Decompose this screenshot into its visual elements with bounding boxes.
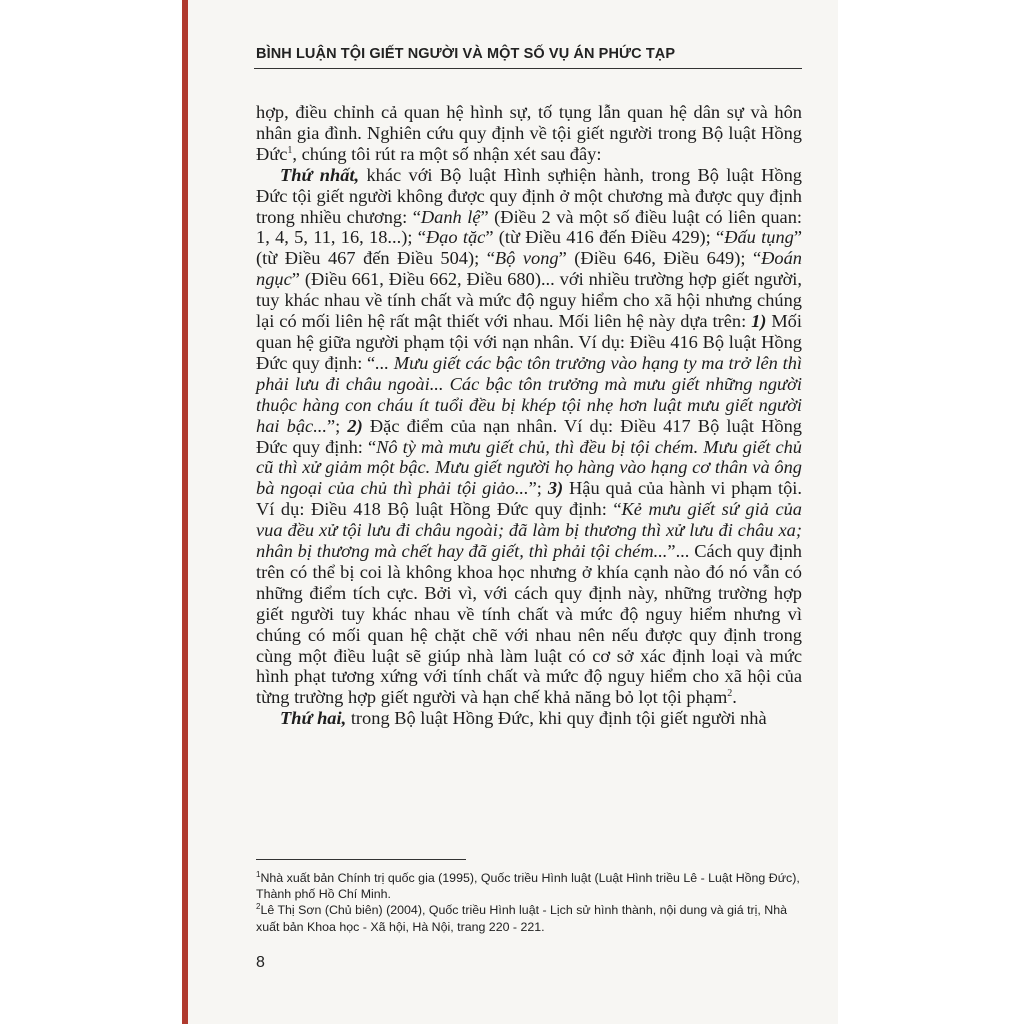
page-number: 8 (256, 954, 265, 971)
paragraph-3 (256, 708, 802, 729)
text-run: ”... Cách quy định trên có thể bị coi là không khoa học nhưng ở khía cạnh nào đó nó vẫn có những điểm tích cực. Bởi vì, với cách quy định này, những trường hợp giết người tuy khác nhau về tính chất và mức độ nguy hiểm nhưng vì chúng có mối quan hệ chặt chẽ với nhau nên nếu được quy định trong cùng một điều luật sẽ giúp nhà làm luật có cơ sở xác định loại và mức hình phạt tương xứng với tính chất và mức độ nguy hiểm cho xã hội của từng trường hợp giết người và hạn chế khả năng bỏ lọt tội phạm (256, 541, 803, 708)
footnote-text: Nhà xuất bản Chính trị quốc gia (1995), Quốc triều Hình luật (Luật Hình triều Lê - Luật Hồng Đức), Thành phố Hồ Chí Minh. (256, 871, 800, 902)
footnote-1 (256, 870, 802, 902)
footnote-2 (256, 902, 802, 934)
text-run: Mối quan hệ giữa người phạm tội với nạn nhân. Ví dụ: Điều 416 Bộ luật Hồng Đức quy định: “ (256, 311, 802, 373)
list-marker: 3) (547, 478, 564, 499)
quotation: Nô tỳ mà mưu giết chủ, thì đều bị tội chém. Mưu giết chủ cũ thì xử giảm một bậc. Mưu giết người họ hàng vào hạng cơ thân và ông bà ngoại của chủ thì phải tội giảo... (256, 436, 802, 499)
text-run: khác với Bộ luật Hình sựhiện hành, trong Bộ luật Hồng Đức tội giết người không được quy định ở một chương mà được quy định trong nhiều chương: “ (256, 164, 803, 227)
quotation: Kẻ mưu giết sứ giả của vua đều xử tội lưu đi châu ngoài; đã làm bị thương thì xử lưu đi châu xa; nhân bị thương mà chết hay đã giết, thì phải tội chém... (256, 499, 802, 562)
text-run: Đặc điểm của nạn nhân. Ví dụ: Điều 417 Bộ luật Hồng Đức quy định: “ (256, 415, 802, 457)
text-run: ” (từ Điều 467 đến Điều 504); “ (256, 227, 803, 269)
right-margin (838, 0, 1024, 1024)
footnotes (256, 870, 802, 935)
chapter-name: Danh lệ (420, 206, 481, 227)
chapter-name: Đoán ngục (256, 248, 802, 290)
footnote-ref-1[interactable]: 1 (287, 144, 293, 156)
body-text (256, 102, 802, 729)
footnote-ref-2[interactable]: 2 (727, 688, 733, 700)
footnote-text: Lê Thị Sơn (Chủ biên) (2004), Quốc triều Hình luật - Lịch sử hình thành, nội dung và giá trị, Nhà xuất bản Khoa học - Xã hội, Hà Nội, trang 220 - 221. (256, 903, 788, 934)
text-run: ”; (528, 478, 548, 499)
text-run: ” (Điều 661, Điều 662, Điều 680)... với nhiều trường hợp giết người, tuy khác nhau về tính chất và mức độ nguy hiểm cho xã hội nhưng chúng lại có mối liên hệ rất mật thiết với nhau. Mối liên hệ này dựa trên: (256, 269, 802, 332)
text-run: ”; (326, 415, 348, 436)
chapter-name: Bộ vong (494, 248, 559, 269)
text-run: . (732, 687, 737, 708)
lead-phrase: Thứ nhất, (280, 164, 360, 185)
text-run: Hậu quả của hành vi phạm tội. Ví dụ: Điều 418 Bộ luật Hồng Đức quy định: “ (256, 478, 803, 520)
left-margin (0, 0, 188, 1024)
text-run: ” (Điều 646, Điều 649); “ (558, 248, 762, 269)
paragraph-2 (256, 165, 802, 709)
book-page (188, 0, 838, 1024)
paragraph-1 (256, 102, 802, 165)
running-header: BÌNH LUẬN TỘI GIẾT NGƯỜI VÀ MỘT SỐ VỤ ÁN PHỨC TẠP (256, 46, 676, 62)
text-run: hợp, điều chỉnh cả quan hệ hình sự, tố tụng lẫn quan hệ dân sự và hôn nhân gia đình. Nghiên cứu quy định về tội giết người trong Bộ luật Hồng Đức (256, 102, 802, 164)
text-run: ” (Điều 2 và một số điều luật có liên quan: 1, 4, 5, 11, 16, 18...); “ (256, 206, 803, 248)
footnote-number: 2 (256, 902, 261, 912)
lead-phrase: Thứ hai, (280, 708, 347, 729)
text-run: , chúng tôi rút ra một số nhận xét sau đây: (292, 143, 602, 164)
list-marker: 1) (751, 311, 767, 332)
quotation: ... Mưu giết các bậc tôn trưởng vào hạng ty ma trở lên thì phải lưu đi châu ngoài... Các bậc tôn trưởng mà mưu giết những người thuộc hàng con cháu ít tuổi đều bị khép tội nhẹ hơn luật mưu giết người hai bậc... (256, 352, 802, 436)
chapter-name: Đạo tặc (425, 227, 486, 248)
list-marker: 2) (347, 415, 363, 436)
header-rule (254, 68, 802, 69)
text-run: ” (từ Điều 416 đến Điều 429); “ (485, 227, 725, 248)
chapter-name: Đấu tụng (724, 227, 794, 248)
footnote-number: 1 (256, 869, 261, 879)
footnote-rule (256, 859, 466, 860)
text-run: trong Bộ luật Hồng Đức, khi quy định tội giết người nhà (346, 708, 767, 729)
